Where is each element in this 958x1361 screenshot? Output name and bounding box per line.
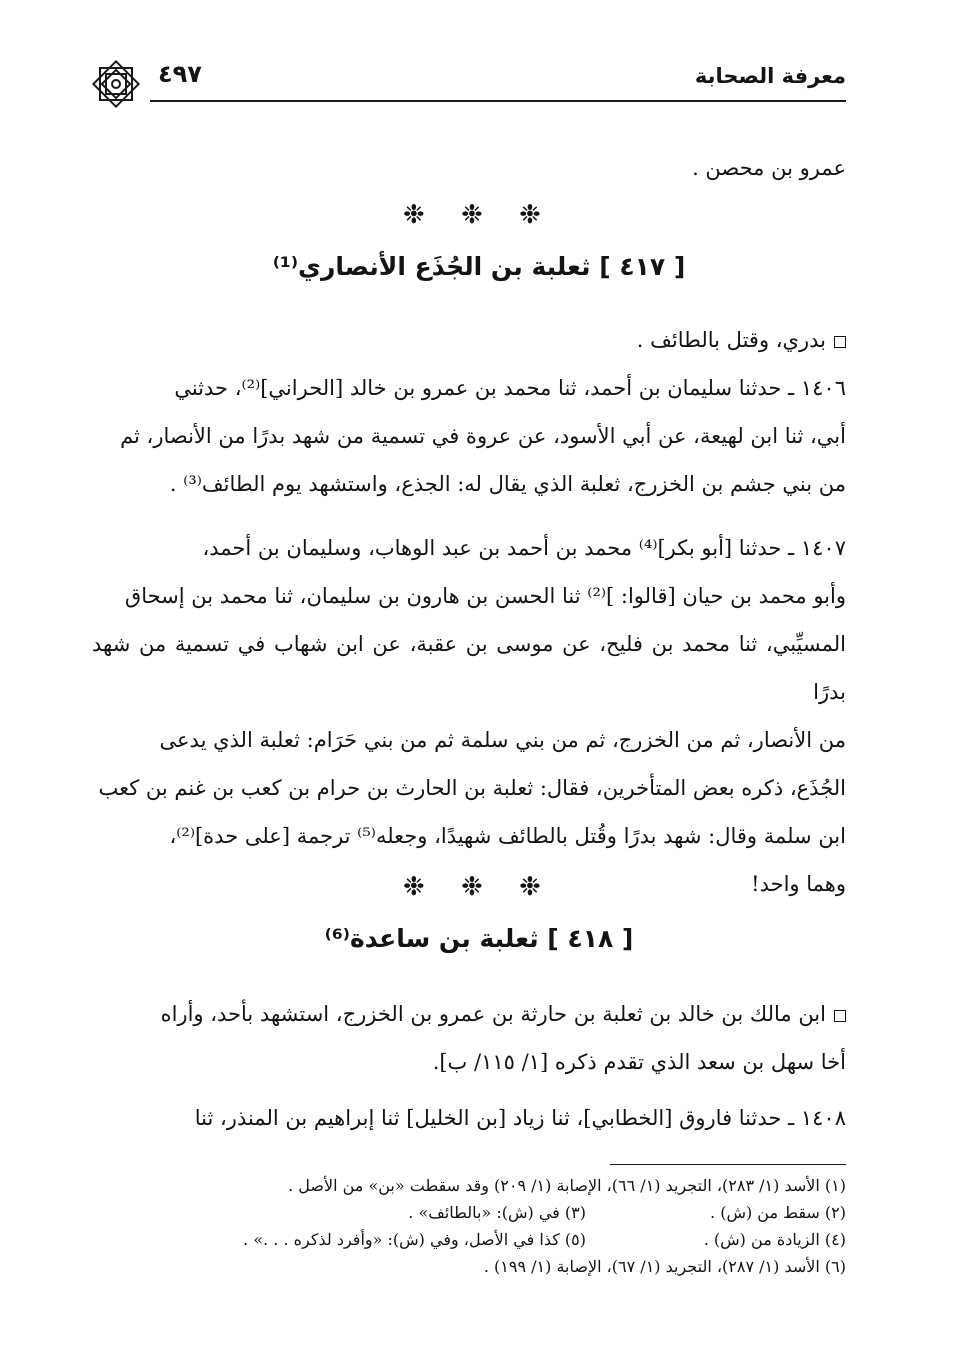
footnote-5: (٥) كذا في الأصل، وفي (ش): «وأفرد لذكره . . .» .	[243, 1230, 586, 1249]
summary-text: ابن مالك بن خالد بن ثعلبة بن حارثة بن عمرو بن الخزرج، استشهد بأحد، وأراه	[160, 1002, 826, 1026]
entry-title-417: [ ٤١٧ ] ثعلبة بن الجُذَع الأنصاري⁽¹⁾	[272, 252, 686, 281]
footnote-3: (٣) في (ش): «بالطائف» .	[408, 1203, 586, 1222]
entry-418-summary	[92, 990, 846, 1086]
text-line: وأبو محمد بن حيان [قالوا: ]⁽²⁾ ثنا الحسن بن هارون بن سليمان، ثنا محمد بن إسحاق	[124, 584, 846, 608]
text-line: من بني جشم بن الخزرج، ثعلبة الذي يقال له: الجذع، واستشهد يوم الطائف⁽³⁾ .	[169, 472, 846, 496]
section-separator: ❉ ❉ ❉	[403, 200, 555, 230]
footnote-row	[92, 1172, 846, 1199]
square-bullet-icon	[834, 336, 846, 348]
footnote-row	[92, 1253, 846, 1280]
hadith-1406	[92, 364, 846, 508]
page-number: ٤٩٧	[158, 60, 202, 88]
section-separator: ❉ ❉ ❉	[403, 872, 555, 902]
footnote-row	[92, 1199, 846, 1226]
text-line	[92, 990, 846, 1038]
text-line: ١٤٠٧ ـ حدثنا [أبو بكر]⁽⁴⁾ محمد بن أحمد بن عبد الوهاب، وسليمان بن أحمد،	[202, 536, 846, 560]
footnote-1: (١) الأسد (١/ ٢٨٣)، التجريد (١/ ٦٦)، الإصابة (١/ ٢٠٩) وقد سقطت «بن» من الأصل .	[288, 1176, 846, 1195]
hadith-1407	[92, 524, 846, 908]
text-line: أبي، ثنا ابن لهيعة، عن أبي الأسود، عن عروة في تسمية من شهد بدرًا من الأنصار، ثم	[120, 424, 846, 448]
footnote-2: (٢) سقط من (ش) .	[710, 1203, 846, 1222]
text-line: أخا سهل بن سعد الذي تقدم ذكره [١/ ١١٥/ ب].	[432, 1050, 846, 1074]
entry-417-summary	[92, 316, 846, 364]
text-line: الجُذَع، ذكره بعض المتأخرين، فقال: ثعلبة بن الحارث بن حرام بن كعب بن غنم بن كعب	[98, 776, 846, 800]
text-line: ١٤٠٦ ـ حدثنا سليمان بن أحمد، ثنا محمد بن عمرو بن خالد [الحراني]⁽²⁾، حدثني	[174, 376, 846, 400]
footnote-rule	[610, 1164, 846, 1165]
running-title: معرفة الصحابة	[694, 64, 846, 88]
header-rule	[150, 100, 846, 102]
footnotes	[92, 1172, 846, 1280]
text-line: من الأنصار، ثم من الخزرج، ثم من بني سلمة ثم من بني حَرَام: ثعلبة الذي يدعى	[159, 728, 846, 752]
octagram-ornament-icon	[86, 54, 146, 114]
entry-title-418: [ ٤١٨ ] ثعلبة بن ساعدة⁽⁶⁾	[324, 924, 634, 953]
text-line: ابن سلمة وقال: شهد بدرًا وقُتل بالطائف شهيدًا، وجعله⁽⁵⁾ ترجمة [على حدة]⁽²⁾،	[169, 824, 846, 848]
text-line: وهما واحد!	[751, 872, 846, 896]
footnote-row	[92, 1226, 846, 1253]
hadith-1408: ١٤٠٨ ـ حدثنا فاروق [الخطابي]، ثنا زياد [بن الخليل] ثنا إبراهيم بن المنذر، ثنا	[194, 1106, 846, 1130]
footnote-6: (٦) الأسد (١/ ٢٨٧)، التجريد (١/ ٦٧)، الإصابة (١/ ١٩٩) .	[483, 1257, 846, 1276]
square-bullet-icon	[834, 1010, 846, 1022]
continuation-line: عمرو بن محصن .	[692, 156, 846, 180]
text-line: المسيِّبي، ثنا محمد بن فليح، عن موسى بن عقبة، عن ابن شهاب في تسمية من شهد بدرًا	[92, 632, 846, 704]
summary-text: بدري، وقتل بالطائف .	[636, 328, 826, 352]
footnote-4: (٤) الزيادة من (ش) .	[703, 1230, 846, 1249]
